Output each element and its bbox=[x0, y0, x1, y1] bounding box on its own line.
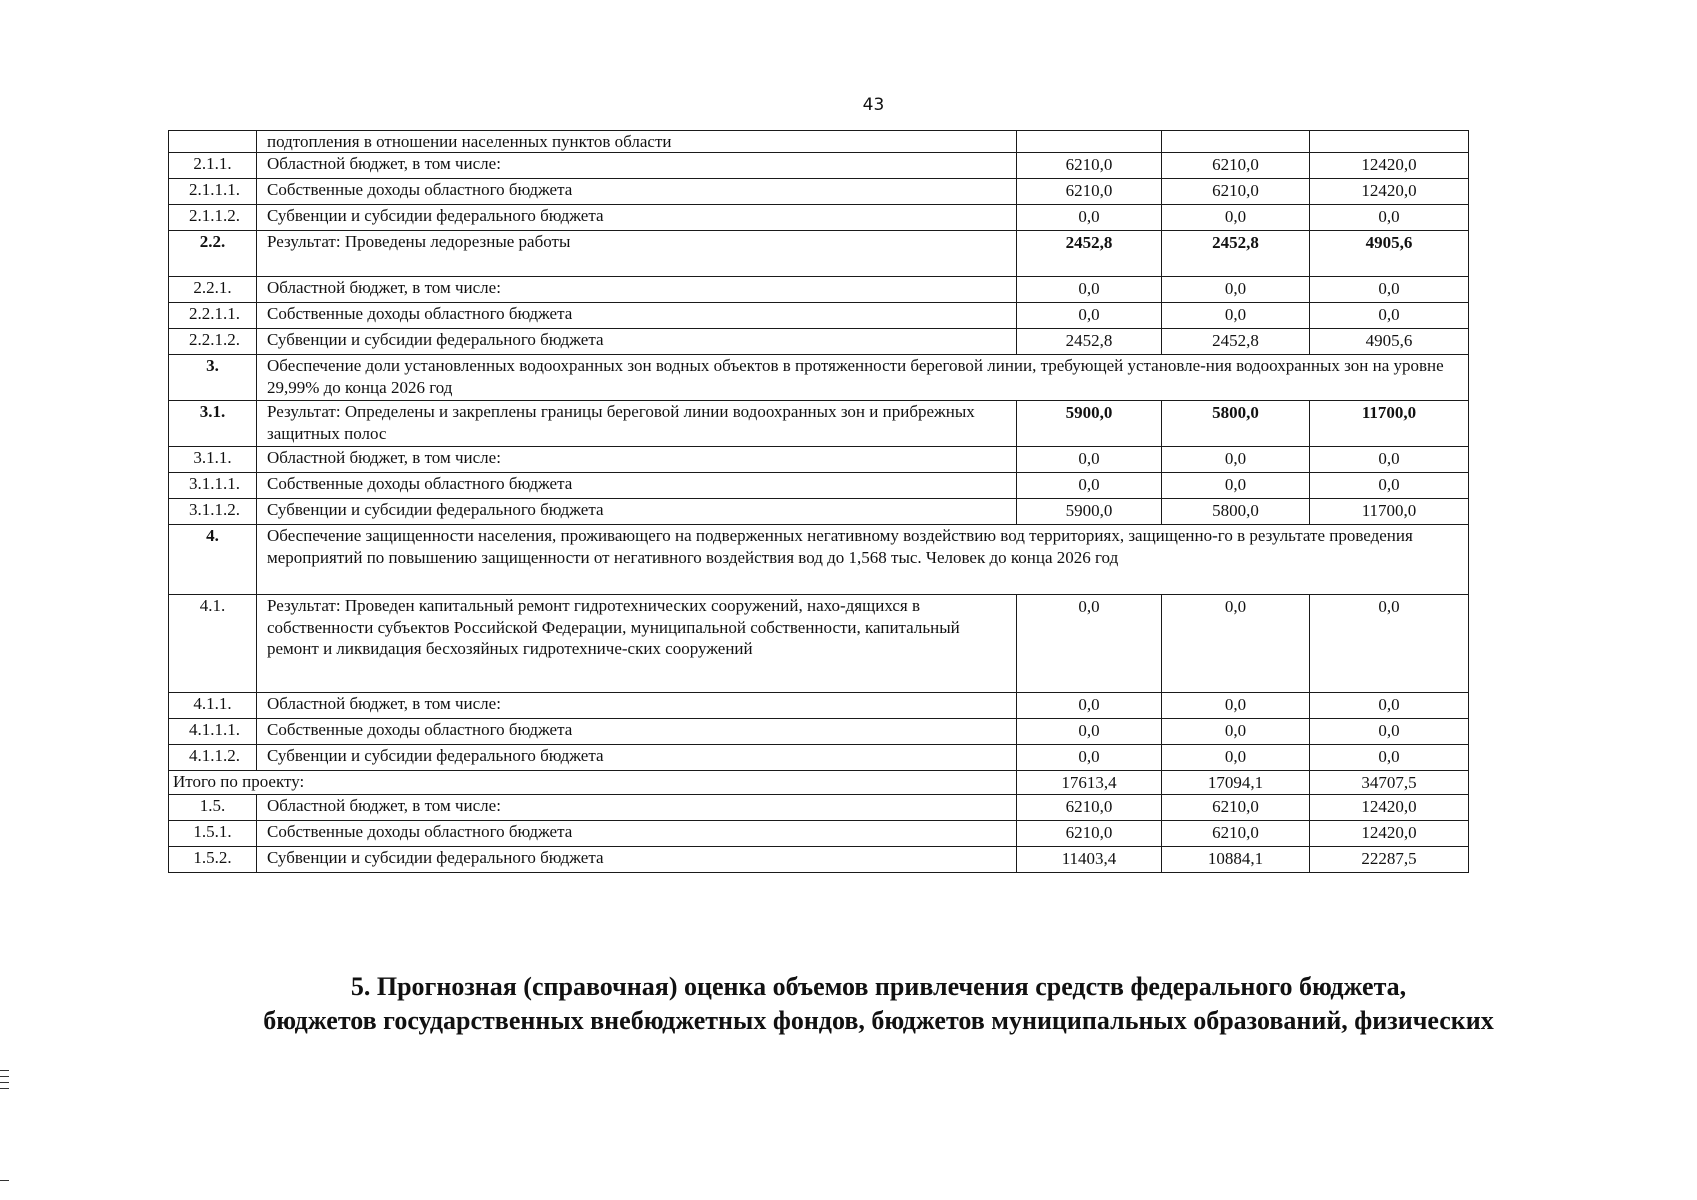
table-row bbox=[169, 179, 1469, 205]
row-description: Субвенции и субсидии федерального бюджета bbox=[257, 745, 1017, 771]
value-cell: 0,0 bbox=[1017, 693, 1162, 719]
row-number: 4.1.1. bbox=[169, 693, 257, 719]
total-value: 17613,4 bbox=[1017, 771, 1162, 794]
value-cell: 0,0 bbox=[1162, 693, 1310, 719]
value-cell: 6210,0 bbox=[1162, 153, 1310, 179]
row-description: Областной бюджет, в том числе: bbox=[257, 693, 1017, 719]
table-row bbox=[169, 846, 1469, 872]
row-description: Областной бюджет, в том числе: bbox=[257, 277, 1017, 303]
table-row bbox=[169, 794, 1469, 820]
value-cell: 12420,0 bbox=[1310, 794, 1469, 820]
value-cell: 4905,6 bbox=[1310, 231, 1469, 277]
row-number: 4.1.1.2. bbox=[169, 745, 257, 771]
value-cell bbox=[1162, 131, 1310, 153]
value-cell: 0,0 bbox=[1017, 719, 1162, 745]
value-cell: 0,0 bbox=[1017, 595, 1162, 693]
row-description: Результат: Проведен капитальный ремонт гидротехнических сооружений, нахо-дящихся в собственности субъектов Российской Федерации, муниципальной собственности, капитальный ремонт и ликвидация бесхозяйных гидротехниче-ских сооружений bbox=[257, 595, 1017, 693]
value-cell: 6210,0 bbox=[1017, 153, 1162, 179]
row-number: 1.5.1. bbox=[169, 820, 257, 846]
value-cell: 2452,8 bbox=[1162, 329, 1310, 355]
row-number: 4.1.1.1. bbox=[169, 719, 257, 745]
row-description: Обеспечение защищенности населения, проживающего на подверженных негативному воздействию вод территориях, защищенно-го в результате проведения мероприятий по повышению защищенности от негативного воздействия вод до 1,568 тыс. Человек до конца 2026 год bbox=[257, 525, 1469, 595]
row-number: 3.1.1. bbox=[169, 447, 257, 473]
row-description: Областной бюджет, в том числе: bbox=[257, 153, 1017, 179]
total-value: 17094,1 bbox=[1162, 771, 1310, 794]
table-row bbox=[169, 355, 1469, 401]
value-cell: 0,0 bbox=[1310, 277, 1469, 303]
row-number: 1.5. bbox=[169, 794, 257, 820]
value-cell bbox=[1310, 131, 1469, 153]
table-row bbox=[169, 131, 1469, 153]
row-description: Результат: Проведены ледорезные работы bbox=[257, 231, 1017, 277]
table-row bbox=[169, 719, 1469, 745]
row-number: 3. bbox=[169, 355, 257, 401]
table-row bbox=[169, 231, 1469, 277]
row-number: 2.2.1. bbox=[169, 277, 257, 303]
row-description: Субвенции и субсидии федерального бюджета bbox=[257, 846, 1017, 872]
page-number: 43 bbox=[862, 95, 885, 115]
table-row bbox=[169, 153, 1469, 179]
value-cell: 0,0 bbox=[1017, 277, 1162, 303]
value-cell: 6210,0 bbox=[1162, 794, 1310, 820]
value-cell: 0,0 bbox=[1162, 595, 1310, 693]
value-cell: 0,0 bbox=[1310, 595, 1469, 693]
value-cell: 0,0 bbox=[1017, 303, 1162, 329]
row-number bbox=[169, 131, 257, 153]
value-cell: 11700,0 bbox=[1310, 401, 1469, 447]
table-row bbox=[169, 303, 1469, 329]
row-description: Субвенции и субсидии федерального бюджета bbox=[257, 205, 1017, 231]
row-description: Собственные доходы областного бюджета bbox=[257, 303, 1017, 329]
table-row bbox=[169, 525, 1469, 595]
row-description: Областной бюджет, в том числе: bbox=[257, 447, 1017, 473]
margin-marks bbox=[0, 1070, 10, 1094]
row-number: 2.2.1.2. bbox=[169, 329, 257, 355]
value-cell: 5800,0 bbox=[1162, 499, 1310, 525]
row-number: 2.2.1.1. bbox=[169, 303, 257, 329]
total-value: 34707,5 bbox=[1310, 771, 1469, 794]
row-number: 3.1.1.2. bbox=[169, 499, 257, 525]
value-cell: 0,0 bbox=[1310, 745, 1469, 771]
table-body bbox=[169, 131, 1469, 873]
value-cell: 0,0 bbox=[1162, 473, 1310, 499]
value-cell: 0,0 bbox=[1310, 447, 1469, 473]
value-cell: 12420,0 bbox=[1310, 153, 1469, 179]
table-row bbox=[169, 595, 1469, 693]
total-label: Итого по проекту: bbox=[169, 771, 1017, 794]
margin-mark bbox=[0, 1180, 9, 1181]
value-cell: 11700,0 bbox=[1310, 499, 1469, 525]
value-cell: 0,0 bbox=[1310, 693, 1469, 719]
table-row bbox=[169, 820, 1469, 846]
budget-table bbox=[168, 130, 1469, 873]
row-number: 3.1. bbox=[169, 401, 257, 447]
value-cell: 4905,6 bbox=[1310, 329, 1469, 355]
value-cell: 6210,0 bbox=[1162, 179, 1310, 205]
value-cell: 6210,0 bbox=[1017, 794, 1162, 820]
value-cell: 5900,0 bbox=[1017, 401, 1162, 447]
row-description: Собственные доходы областного бюджета bbox=[257, 473, 1017, 499]
row-description: Областной бюджет, в том числе: bbox=[257, 794, 1017, 820]
row-number: 2.2. bbox=[169, 231, 257, 277]
value-cell: 5900,0 bbox=[1017, 499, 1162, 525]
value-cell: 22287,5 bbox=[1310, 846, 1469, 872]
row-description: Собственные доходы областного бюджета bbox=[257, 719, 1017, 745]
value-cell: 0,0 bbox=[1017, 473, 1162, 499]
row-number: 3.1.1.1. bbox=[169, 473, 257, 499]
value-cell: 0,0 bbox=[1017, 447, 1162, 473]
value-cell: 2452,8 bbox=[1017, 231, 1162, 277]
row-number: 1.5.2. bbox=[169, 846, 257, 872]
row-description: Обеспечение доли установленных водоохранных зон водных объектов в протяженности береговой линии, требующей установле-ния водоохранных зон на уровне 29,99% до конца 2026 год bbox=[257, 355, 1469, 401]
row-number: 2.1.1. bbox=[169, 153, 257, 179]
value-cell: 6210,0 bbox=[1017, 820, 1162, 846]
row-description: Результат: Определены и закреплены границы береговой линии водоохранных зон и прибрежных защитных полос bbox=[257, 401, 1017, 447]
section-heading-line-1: 5. Прогнозная (справочная) оценка объемов привлечения средств федерального бюджета, bbox=[350, 972, 1407, 1001]
table-row bbox=[169, 277, 1469, 303]
row-number: 4. bbox=[169, 525, 257, 595]
table-row bbox=[169, 401, 1469, 447]
value-cell: 0,0 bbox=[1310, 205, 1469, 231]
table-row bbox=[169, 473, 1469, 499]
row-description: Субвенции и субсидии федерального бюджета bbox=[257, 329, 1017, 355]
total-row bbox=[169, 771, 1469, 794]
row-number: 2.1.1.2. bbox=[169, 205, 257, 231]
row-number: 2.1.1.1. bbox=[169, 179, 257, 205]
value-cell: 0,0 bbox=[1162, 745, 1310, 771]
row-description: подтопления в отношении населенных пунктов области bbox=[257, 131, 1017, 153]
value-cell: 6210,0 bbox=[1162, 820, 1310, 846]
value-cell: 0,0 bbox=[1017, 205, 1162, 231]
value-cell: 10884,1 bbox=[1162, 846, 1310, 872]
table-row bbox=[169, 447, 1469, 473]
row-description: Собственные доходы областного бюджета bbox=[257, 179, 1017, 205]
value-cell: 0,0 bbox=[1162, 205, 1310, 231]
value-cell bbox=[1017, 131, 1162, 153]
table-row bbox=[169, 329, 1469, 355]
table-row bbox=[169, 745, 1469, 771]
value-cell: 0,0 bbox=[1310, 303, 1469, 329]
value-cell: 12420,0 bbox=[1310, 179, 1469, 205]
value-cell: 2452,8 bbox=[1162, 231, 1310, 277]
value-cell: 6210,0 bbox=[1017, 179, 1162, 205]
section-heading bbox=[0, 970, 1697, 1038]
value-cell: 0,0 bbox=[1310, 473, 1469, 499]
value-cell: 0,0 bbox=[1162, 277, 1310, 303]
table-row bbox=[169, 499, 1469, 525]
row-description: Субвенции и субсидии федерального бюджета bbox=[257, 499, 1017, 525]
value-cell: 0,0 bbox=[1017, 745, 1162, 771]
value-cell: 0,0 bbox=[1162, 719, 1310, 745]
row-number: 4.1. bbox=[169, 595, 257, 693]
table-row bbox=[169, 693, 1469, 719]
value-cell: 11403,4 bbox=[1017, 846, 1162, 872]
section-heading-line-2: бюджетов государственных внебюджетных фондов, бюджетов муниципальных образований, физических bbox=[263, 1006, 1494, 1035]
value-cell: 2452,8 bbox=[1017, 329, 1162, 355]
value-cell: 0,0 bbox=[1310, 719, 1469, 745]
value-cell: 5800,0 bbox=[1162, 401, 1310, 447]
table-row bbox=[169, 205, 1469, 231]
value-cell: 0,0 bbox=[1162, 303, 1310, 329]
row-description: Собственные доходы областного бюджета bbox=[257, 820, 1017, 846]
value-cell: 12420,0 bbox=[1310, 820, 1469, 846]
value-cell: 0,0 bbox=[1162, 447, 1310, 473]
